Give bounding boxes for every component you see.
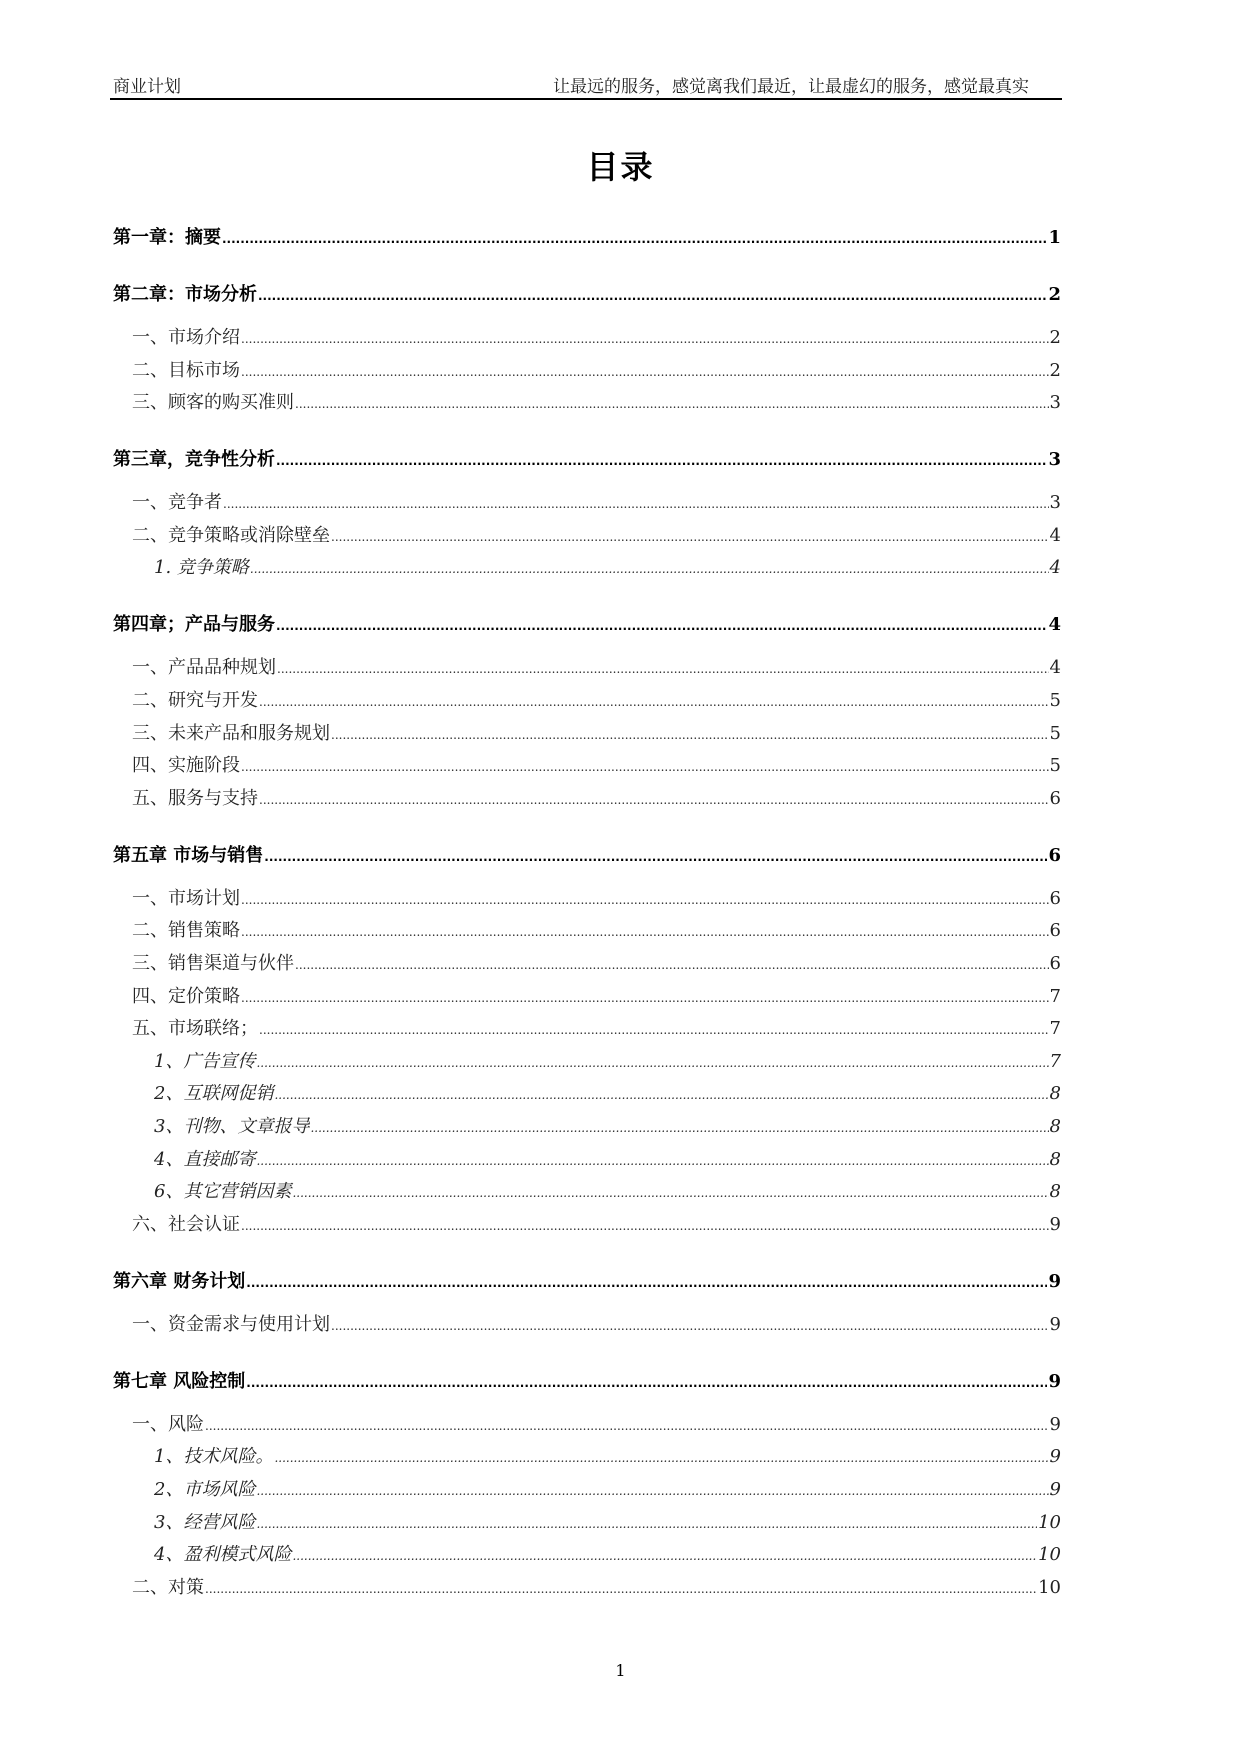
- toc-leader-dots: [241, 365, 1049, 379]
- toc-leader-dots: [250, 562, 1049, 576]
- toc-leader-dots: [276, 619, 1047, 633]
- toc-entry-title: 第三章，竞争性分析: [113, 449, 275, 471]
- toc-leader-dots: [223, 497, 1049, 511]
- toc-entry[interactable]: [113, 1508, 1061, 1534]
- toc-entry-page: 6: [1049, 953, 1061, 974]
- toc-entry-page: 3: [1048, 449, 1061, 471]
- toc-entry-page: 6: [1048, 844, 1061, 866]
- toc-entry-page: 4: [1049, 657, 1061, 679]
- toc-entry-page: 4: [1048, 614, 1061, 636]
- toc-entry[interactable]: [113, 323, 1061, 349]
- toc-entry-title: 四、实施阶段: [132, 755, 240, 777]
- toc-leader-dots: [256, 1056, 1048, 1070]
- toc-entry-title: 6、其它营销因素: [154, 1181, 292, 1203]
- toc-entry-title: 4、直接邮寄: [154, 1148, 256, 1170]
- toc-leader-dots: [241, 925, 1049, 939]
- toc-leader-dots: [310, 1121, 1048, 1135]
- toc-entry[interactable]: [113, 1177, 1061, 1203]
- toc-leader-dots: [331, 530, 1049, 544]
- toc-entry-page: 5: [1049, 722, 1061, 744]
- toc-entry[interactable]: [113, 1210, 1061, 1236]
- toc-entry-title: 二、研究与开发: [132, 690, 258, 711]
- toc-entry-page: 8: [1049, 1181, 1061, 1203]
- toc-entry[interactable]: [113, 916, 1061, 942]
- toc-entry[interactable]: [113, 1367, 1061, 1393]
- toc-entry[interactable]: [113, 949, 1061, 975]
- toc-leader-dots: [277, 662, 1049, 676]
- toc-entry-title: 二、目标市场: [132, 359, 240, 381]
- toc-entry-title: 第七章 风险控制: [113, 1370, 246, 1392]
- toc-entry[interactable]: [113, 686, 1061, 712]
- toc-entry-title: 二、对策: [132, 1576, 204, 1598]
- toc-entry-page: 9: [1049, 1413, 1061, 1435]
- toc-entry-title: 1. 竞争策略: [154, 557, 249, 579]
- toc-entry[interactable]: [113, 356, 1061, 382]
- toc-entry-title: 3、经营风险: [154, 1511, 256, 1533]
- toc-entry-title: 2、互联网促销: [154, 1083, 274, 1105]
- toc-entry-title: 2、市场风险: [154, 1479, 256, 1500]
- page-title: 目录: [586, 148, 655, 186]
- table-of-contents: [113, 0, 1061, 1754]
- toc-entry-title: 六、社会认证: [132, 1213, 240, 1235]
- toc-leader-dots: [264, 850, 1047, 864]
- toc-entry-page: 10: [1038, 1544, 1061, 1566]
- toc-entry[interactable]: [113, 1014, 1061, 1040]
- toc-entry-page: 5: [1049, 690, 1061, 711]
- toc-entry-title: 一、市场介绍: [132, 327, 240, 348]
- header-left-text: 商业计划: [113, 77, 181, 97]
- toc-entry-title: 三、未来产品和服务规划: [132, 722, 330, 744]
- toc-entry-title: 一、产品品种规划: [132, 657, 276, 679]
- toc-leader-dots: [331, 1319, 1049, 1333]
- toc-entry[interactable]: [113, 841, 1061, 867]
- toc-entry-page: 9: [1049, 1213, 1061, 1235]
- toc-leader-dots: [256, 1154, 1048, 1168]
- toc-leader-dots: [292, 1549, 1037, 1563]
- toc-leader-dots: [205, 1582, 1037, 1596]
- toc-leader-dots: [256, 1484, 1048, 1498]
- toc-entry-title: 3、刊物、文章报导: [154, 1116, 310, 1137]
- toc-entry[interactable]: [113, 1540, 1061, 1566]
- toc-entry-page: 7: [1049, 1050, 1061, 1072]
- toc-leader-dots: [241, 991, 1049, 1005]
- toc-entry[interactable]: [113, 610, 1061, 636]
- toc-entry-page: 9: [1049, 1313, 1061, 1335]
- toc-entry[interactable]: [113, 653, 1061, 679]
- toc-entry-title: 1、广告宣传: [154, 1050, 256, 1072]
- toc-entry[interactable]: [113, 1475, 1061, 1501]
- toc-leader-dots: [274, 1451, 1048, 1465]
- toc-entry-title: 五、服务与支持: [132, 787, 258, 809]
- toc-entry-title: 五、市场联络；: [132, 1018, 258, 1040]
- toc-entry[interactable]: [113, 884, 1061, 910]
- toc-entry-title: 四、定价策略: [132, 985, 240, 1007]
- toc-entry[interactable]: [113, 280, 1061, 306]
- toc-leader-dots: [246, 1376, 1047, 1390]
- toc-entry[interactable]: [113, 751, 1061, 777]
- toc-entry[interactable]: [113, 719, 1061, 745]
- toc-leader-dots: [292, 1186, 1048, 1200]
- toc-entry-page: 4: [1049, 524, 1061, 546]
- toc-entry[interactable]: [113, 1410, 1061, 1436]
- toc-leader-dots: [295, 958, 1049, 972]
- toc-leader-dots: [256, 1517, 1037, 1531]
- toc-leader-dots: [205, 1419, 1049, 1433]
- toc-entry-title: 二、销售策略: [132, 920, 240, 942]
- toc-entry-page: 9: [1049, 1446, 1061, 1468]
- toc-entry[interactable]: [113, 1310, 1061, 1336]
- toc-entry-title: 三、销售渠道与伙伴: [132, 953, 294, 974]
- toc-entry-page: 2: [1049, 327, 1061, 348]
- toc-entry-title: 一、竞争者: [132, 492, 222, 514]
- toc-leader-dots: [246, 1276, 1047, 1290]
- toc-entry-page: 5: [1049, 755, 1061, 777]
- toc-entry[interactable]: [113, 521, 1061, 547]
- toc-leader-dots: [241, 1219, 1049, 1233]
- toc-leader-dots: [241, 893, 1049, 907]
- toc-entry[interactable]: [113, 1112, 1061, 1138]
- header-right-slogan: 让最远的服务，感觉离我们最近，让最虚幻的服务，感觉最真实: [553, 77, 1029, 97]
- toc-entry-page: 9: [1049, 1479, 1061, 1500]
- toc-entry-page: 8: [1049, 1148, 1061, 1170]
- toc-leader-dots: [274, 1088, 1048, 1102]
- toc-leader-dots: [259, 1023, 1049, 1037]
- toc-entry[interactable]: [113, 982, 1061, 1008]
- toc-leader-dots: [276, 454, 1047, 468]
- toc-entry-title: 一、市场计划: [132, 887, 240, 909]
- toc-leader-dots: [222, 232, 1047, 246]
- toc-entry-page: 2: [1049, 359, 1061, 381]
- toc-entry-title: 一、资金需求与使用计划: [132, 1313, 330, 1335]
- toc-leader-dots: [295, 397, 1049, 411]
- toc-entry-page: 2: [1048, 284, 1061, 305]
- toc-entry-page: 6: [1049, 887, 1061, 909]
- toc-entry-title: 二、竞争策略或消除壁垒: [132, 524, 330, 546]
- toc-entry-title: 第六章 财务计划: [113, 1270, 246, 1292]
- toc-entry-page: 7: [1049, 1018, 1061, 1040]
- toc-entry-title: 第四章；产品与服务: [113, 614, 275, 636]
- toc-entry-title: 第一章：摘要: [113, 227, 221, 248]
- toc-entry-page: 1: [1048, 227, 1061, 248]
- toc-entry-title: 第五章 市场与销售: [113, 844, 264, 866]
- toc-entry-title: 4、盈利模式风险: [154, 1544, 292, 1566]
- toc-leader-dots: [259, 793, 1049, 807]
- toc-entry-page: 6: [1049, 787, 1061, 809]
- toc-entry[interactable]: [113, 1079, 1061, 1105]
- toc-entry-page: 8: [1049, 1083, 1061, 1105]
- page-number: 1: [615, 1661, 626, 1680]
- toc-entry[interactable]: [113, 553, 1061, 579]
- toc-entry[interactable]: [113, 1573, 1061, 1599]
- toc-entry-page: 7: [1049, 985, 1061, 1007]
- toc-entry[interactable]: [113, 784, 1061, 810]
- toc-leader-dots: [241, 332, 1049, 346]
- toc-entry-page: 9: [1048, 1370, 1061, 1392]
- toc-entry[interactable]: [113, 388, 1061, 414]
- toc-entry-page: 10: [1038, 1576, 1061, 1598]
- toc-entry[interactable]: [113, 445, 1061, 471]
- toc-entry[interactable]: [113, 1047, 1061, 1073]
- toc-leader-dots: [331, 728, 1049, 742]
- toc-entry[interactable]: [113, 1145, 1061, 1171]
- toc-entry-page: 8: [1049, 1116, 1061, 1137]
- toc-leader-dots: [258, 289, 1047, 303]
- toc-entry[interactable]: [113, 223, 1061, 249]
- toc-entry-page: 6: [1049, 920, 1061, 942]
- toc-entry-page: 9: [1048, 1270, 1061, 1292]
- toc-entry[interactable]: [113, 1267, 1061, 1293]
- toc-entry-title: 一、风险: [132, 1413, 204, 1435]
- toc-entry-page: 3: [1049, 492, 1061, 514]
- toc-entry-title: 1、技术风险。: [154, 1446, 274, 1468]
- toc-entry-page: 3: [1049, 392, 1061, 414]
- toc-leader-dots: [241, 760, 1049, 774]
- toc-entry-title: 第二章：市场分析: [113, 284, 257, 305]
- toc-entry[interactable]: [113, 488, 1061, 514]
- toc-entry[interactable]: [113, 1442, 1061, 1468]
- toc-entry-page: 10: [1038, 1511, 1061, 1533]
- toc-entry-title: 三、顾客的购买准则: [132, 392, 294, 414]
- toc-entry-page: 4: [1049, 557, 1061, 579]
- toc-leader-dots: [259, 695, 1049, 709]
